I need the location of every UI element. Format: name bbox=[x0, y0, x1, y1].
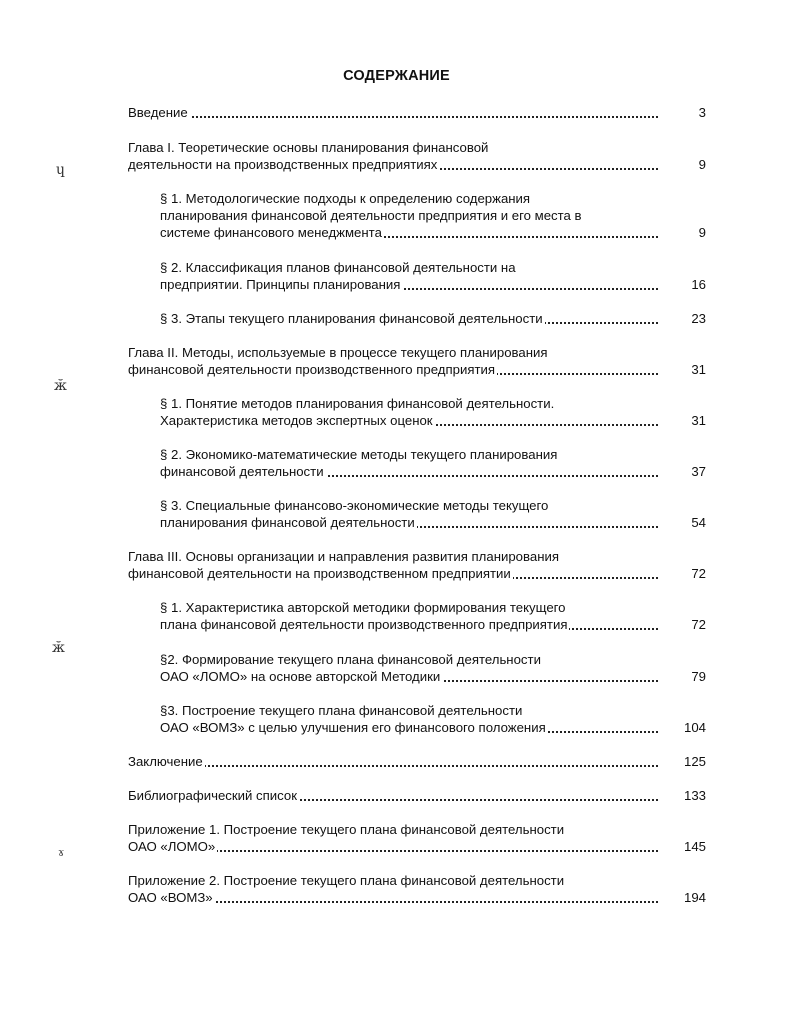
toc-page-number: 31 bbox=[691, 413, 706, 428]
toc-entry-line: Заключение bbox=[128, 753, 658, 770]
toc-entry-line: Глава I. Теоретические основы планирования финансовой bbox=[128, 140, 489, 155]
toc-entry-line: финансовой деятельности производственного предприятия bbox=[128, 361, 658, 378]
toc-page-number: 16 bbox=[691, 277, 706, 292]
toc-entry-section-2-1[interactable] bbox=[160, 395, 658, 429]
toc-entry-line: плана финансовой деятельности производственного предприятия bbox=[160, 616, 658, 633]
toc-page-number: 125 bbox=[683, 754, 706, 769]
toc-page-number: 9 bbox=[698, 225, 706, 240]
toc-page-number: 145 bbox=[683, 839, 706, 854]
toc-entry-line: Приложение 2. Построение текущего плана финансовой деятельности bbox=[128, 873, 565, 888]
toc-entry-line: Приложение 1. Построение текущего плана финансовой деятельности bbox=[128, 822, 565, 837]
toc-entry-section-2-3[interactable] bbox=[160, 497, 658, 531]
toc-entry-chapter-3[interactable] bbox=[128, 548, 658, 582]
toc-entry-line: финансовой деятельности на производственном предприятии bbox=[128, 565, 658, 582]
toc-entry-line: §3. Построение текущего плана финансовой деятельности bbox=[160, 703, 523, 718]
toc-entry-chapter-2[interactable] bbox=[128, 344, 658, 378]
toc-page-number: 133 bbox=[683, 788, 706, 803]
toc-entry-line: Глава III. Основы организации и направления развития планирования bbox=[128, 549, 559, 564]
toc-page-number: 54 bbox=[691, 515, 706, 530]
toc-entry-line: ОАО «ЛОМО» на основе авторской Методики bbox=[160, 668, 658, 685]
toc-page-number: 194 bbox=[683, 890, 706, 905]
page-title: СОДЕРЖАНИЕ bbox=[343, 68, 450, 84]
margin-mark-icon: ӂ bbox=[54, 378, 67, 394]
toc-page-number: 79 bbox=[691, 669, 706, 684]
toc-entry-line: § 3. Этапы текущего планирования финансовой деятельности bbox=[160, 310, 658, 327]
toc-entry-line: ОАО «ВОМЗ» с целью улучшения его финансового положения bbox=[160, 719, 658, 736]
toc-page-number: 9 bbox=[698, 157, 706, 172]
toc-entry-section-3-3[interactable] bbox=[160, 702, 658, 736]
toc-entry-section-2-2[interactable] bbox=[160, 446, 658, 480]
toc-entry-line: Библиографический список bbox=[128, 787, 658, 804]
toc-entry-line: ОАО «ЛОМО» bbox=[128, 838, 658, 855]
toc-entry-section-1-3[interactable] bbox=[160, 310, 658, 327]
margin-mark-icon: ɤ bbox=[58, 846, 65, 859]
toc-entry-line: планирования финансовой деятельности предприятия и его места в bbox=[160, 208, 582, 223]
toc-entry-line: ОАО «ВОМЗ» bbox=[128, 889, 658, 906]
toc-entry-chapter-1[interactable] bbox=[128, 139, 658, 173]
toc-page-number: 31 bbox=[691, 362, 706, 377]
toc-entry-conclusion[interactable] bbox=[128, 753, 658, 770]
toc-entry-section-3-2[interactable] bbox=[160, 651, 658, 685]
toc-entry-introduction[interactable] bbox=[128, 104, 658, 121]
toc-entry-line: Характеристика методов экспертных оценок bbox=[160, 412, 658, 429]
toc-entry-line: § 1. Характеристика авторской методики формирования текущего bbox=[160, 600, 566, 615]
toc-entry-bibliography[interactable] bbox=[128, 787, 658, 804]
toc-entry-line: деятельности на производственных предприятиях bbox=[128, 156, 658, 173]
toc-entry-line: §2. Формирование текущего плана финансовой деятельности bbox=[160, 652, 541, 667]
toc-entry-line: предприятии. Принципы планирования bbox=[160, 276, 658, 293]
toc-entry-line: Введение bbox=[128, 104, 658, 121]
toc-entry-line: § 3. Специальные финансово-экономические методы текущего bbox=[160, 498, 549, 513]
toc-entry-section-3-1[interactable] bbox=[160, 599, 658, 633]
toc-page-number: 104 bbox=[683, 720, 706, 735]
toc-entry-appendix-1[interactable] bbox=[128, 821, 658, 855]
margin-mark-icon: ɥ bbox=[56, 162, 66, 178]
toc-page-number: 72 bbox=[691, 566, 706, 581]
toc-entry-line: § 1. Понятие методов планирования финансовой деятельности. bbox=[160, 396, 555, 411]
toc-entry-line: планирования финансовой деятельности bbox=[160, 514, 658, 531]
toc-entry-line: финансовой деятельности bbox=[160, 463, 658, 480]
toc-entry-line: § 2. Экономико-математические методы текущего планирования bbox=[160, 447, 558, 462]
toc-entry-line: Глава II. Методы, используемые в процессе текущего планирования bbox=[128, 345, 548, 360]
toc-entry-appendix-2[interactable] bbox=[128, 872, 658, 906]
toc-page-number: 23 bbox=[691, 311, 706, 326]
toc-entry-line: § 2. Классификация планов финансовой деятельности на bbox=[160, 260, 516, 275]
toc-page-number: 72 bbox=[691, 617, 706, 632]
toc-page-number: 37 bbox=[691, 464, 706, 479]
toc-entry-line: системе финансового менеджмента bbox=[160, 224, 658, 241]
toc-entry-section-1-2[interactable] bbox=[160, 259, 658, 293]
toc-entry-section-1-1[interactable] bbox=[160, 190, 658, 241]
toc-entry-line: § 1. Методологические подходы к определению содержания bbox=[160, 191, 531, 206]
margin-mark-icon: ӂ bbox=[52, 640, 65, 656]
toc-page-number: 3 bbox=[698, 105, 706, 120]
